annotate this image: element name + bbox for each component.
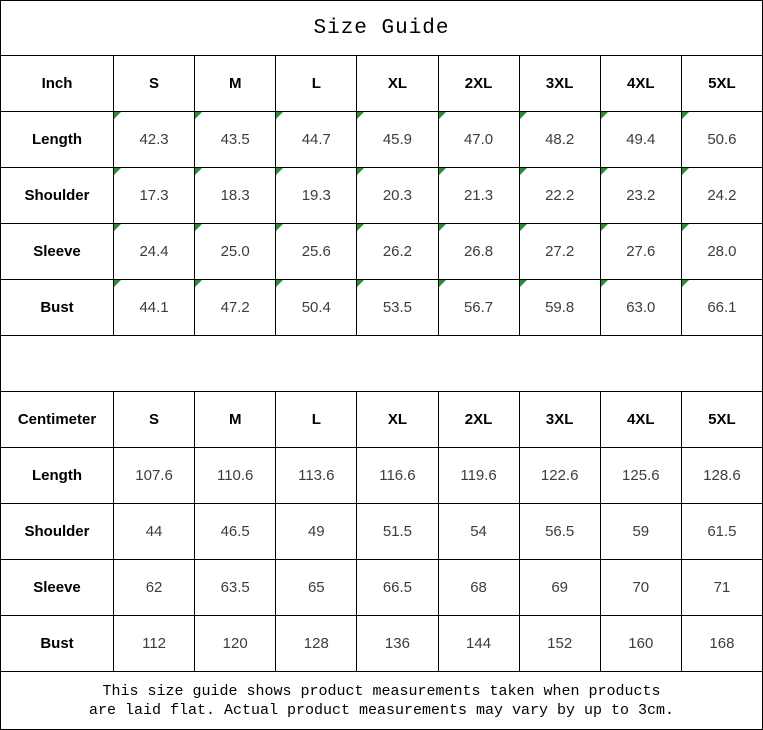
size-value-cell: 69 [520,560,601,616]
text-flag-icon [520,168,527,175]
column-header-cell: M [195,56,276,112]
size-value-cell: 56.5 [520,504,601,560]
text-flag-icon [114,112,121,119]
row-label-cell: Length [1,112,114,168]
size-value-cell: 63.0 [601,280,682,336]
row-label-cell: Bust [1,280,114,336]
text-flag-icon [357,168,364,175]
size-value-cell: 26.2 [357,224,438,280]
size-value-cell: 66.1 [682,280,763,336]
size-value-cell: 68 [439,560,520,616]
unit-header-cell: Inch [1,56,114,112]
size-value-cell: 25.6 [276,224,357,280]
text-flag-icon [682,280,689,287]
size-value-cell: 44 [114,504,195,560]
size-value-cell: 45.9 [357,112,438,168]
size-value-cell: 136 [357,616,438,672]
size-value-cell: 71 [682,560,763,616]
row-label-cell: Sleeve [1,224,114,280]
size-value-cell: 50.4 [276,280,357,336]
size-value-cell: 168 [682,616,763,672]
text-flag-icon [357,224,364,231]
size-value-cell: 44.1 [114,280,195,336]
text-flag-icon [114,168,121,175]
text-flag-icon [439,280,446,287]
column-header-cell: 2XL [439,392,520,448]
text-flag-icon [601,224,608,231]
text-flag-icon [195,168,202,175]
text-flag-icon [439,112,446,119]
column-header-cell: XL [357,392,438,448]
size-value-cell: 18.3 [195,168,276,224]
column-header-cell: 5XL [682,392,763,448]
inch-size-table [1,56,763,336]
text-flag-icon [601,168,608,175]
text-flag-icon [195,280,202,287]
size-value-cell: 54 [439,504,520,560]
size-value-cell: 112 [114,616,195,672]
column-header-cell: 5XL [682,56,763,112]
size-value-cell: 48.2 [520,112,601,168]
text-flag-icon [276,168,283,175]
size-value-cell: 47.0 [439,112,520,168]
size-value-cell: 23.2 [601,168,682,224]
text-flag-icon [520,280,527,287]
column-header-cell: 4XL [601,56,682,112]
size-value-cell: 28.0 [682,224,763,280]
column-header-cell: S [114,392,195,448]
size-value-cell: 26.8 [439,224,520,280]
size-value-cell: 21.3 [439,168,520,224]
text-flag-icon [601,280,608,287]
footer-note [1,672,763,730]
text-flag-icon [601,112,608,119]
size-value-cell: 51.5 [357,504,438,560]
column-header-cell: S [114,56,195,112]
text-flag-icon [114,280,121,287]
column-header-cell: 2XL [439,56,520,112]
size-value-cell: 49 [276,504,357,560]
size-value-cell: 46.5 [195,504,276,560]
page-title: Size Guide [1,1,763,56]
text-flag-icon [439,224,446,231]
row-label-cell: Length [1,448,114,504]
size-value-cell: 119.6 [439,448,520,504]
size-value-cell: 59 [601,504,682,560]
text-flag-icon [114,224,121,231]
size-value-cell: 63.5 [195,560,276,616]
text-flag-icon [682,112,689,119]
size-value-cell: 61.5 [682,504,763,560]
size-value-cell: 25.0 [195,224,276,280]
spacer-row [1,336,763,392]
size-value-cell: 113.6 [276,448,357,504]
footer-note-line1: This size guide shows product measurements taken when products [102,682,661,700]
column-header-cell: M [195,392,276,448]
text-flag-icon [195,112,202,119]
size-value-cell: 50.6 [682,112,763,168]
size-value-cell: 125.6 [601,448,682,504]
size-value-cell: 62 [114,560,195,616]
size-value-cell: 42.3 [114,112,195,168]
size-value-cell: 27.2 [520,224,601,280]
row-label-cell: Sleeve [1,560,114,616]
footer-note-line2: are laid flat. Actual product measurements may vary by up to 3cm. [88,701,675,719]
row-label-cell: Shoulder [1,504,114,560]
text-flag-icon [276,112,283,119]
size-value-cell: 24.4 [114,224,195,280]
column-header-cell: L [276,392,357,448]
size-value-cell: 56.7 [439,280,520,336]
size-value-cell: 59.8 [520,280,601,336]
size-value-cell: 24.2 [682,168,763,224]
row-label-cell: Bust [1,616,114,672]
size-value-cell: 47.2 [195,280,276,336]
text-flag-icon [357,280,364,287]
size-value-cell: 49.4 [601,112,682,168]
row-label-cell: Shoulder [1,168,114,224]
text-flag-icon [682,224,689,231]
size-value-cell: 70 [601,560,682,616]
size-value-cell: 53.5 [357,280,438,336]
column-header-cell: 4XL [601,392,682,448]
size-value-cell: 27.6 [601,224,682,280]
size-value-cell: 20.3 [357,168,438,224]
size-value-cell: 19.3 [276,168,357,224]
text-flag-icon [195,224,202,231]
column-header-cell: XL [357,56,438,112]
size-value-cell: 110.6 [195,448,276,504]
size-value-cell: 128 [276,616,357,672]
size-value-cell: 43.5 [195,112,276,168]
size-value-cell: 116.6 [357,448,438,504]
size-value-cell: 144 [439,616,520,672]
text-flag-icon [357,112,364,119]
text-flag-icon [439,168,446,175]
size-value-cell: 160 [601,616,682,672]
text-flag-icon [276,280,283,287]
text-flag-icon [520,112,527,119]
text-flag-icon [682,168,689,175]
size-value-cell: 17.3 [114,168,195,224]
text-flag-icon [520,224,527,231]
size-value-cell: 120 [195,616,276,672]
text-flag-icon [276,224,283,231]
size-value-cell: 152 [520,616,601,672]
size-value-cell: 66.5 [357,560,438,616]
unit-header-cell: Centimeter [1,392,114,448]
size-value-cell: 22.2 [520,168,601,224]
size-value-cell: 128.6 [682,448,763,504]
size-value-cell: 44.7 [276,112,357,168]
column-header-cell: L [276,56,357,112]
size-value-cell: 122.6 [520,448,601,504]
column-header-cell: 3XL [520,392,601,448]
size-value-cell: 107.6 [114,448,195,504]
size-value-cell: 65 [276,560,357,616]
column-header-cell: 3XL [520,56,601,112]
centimeter-size-table [1,392,763,672]
